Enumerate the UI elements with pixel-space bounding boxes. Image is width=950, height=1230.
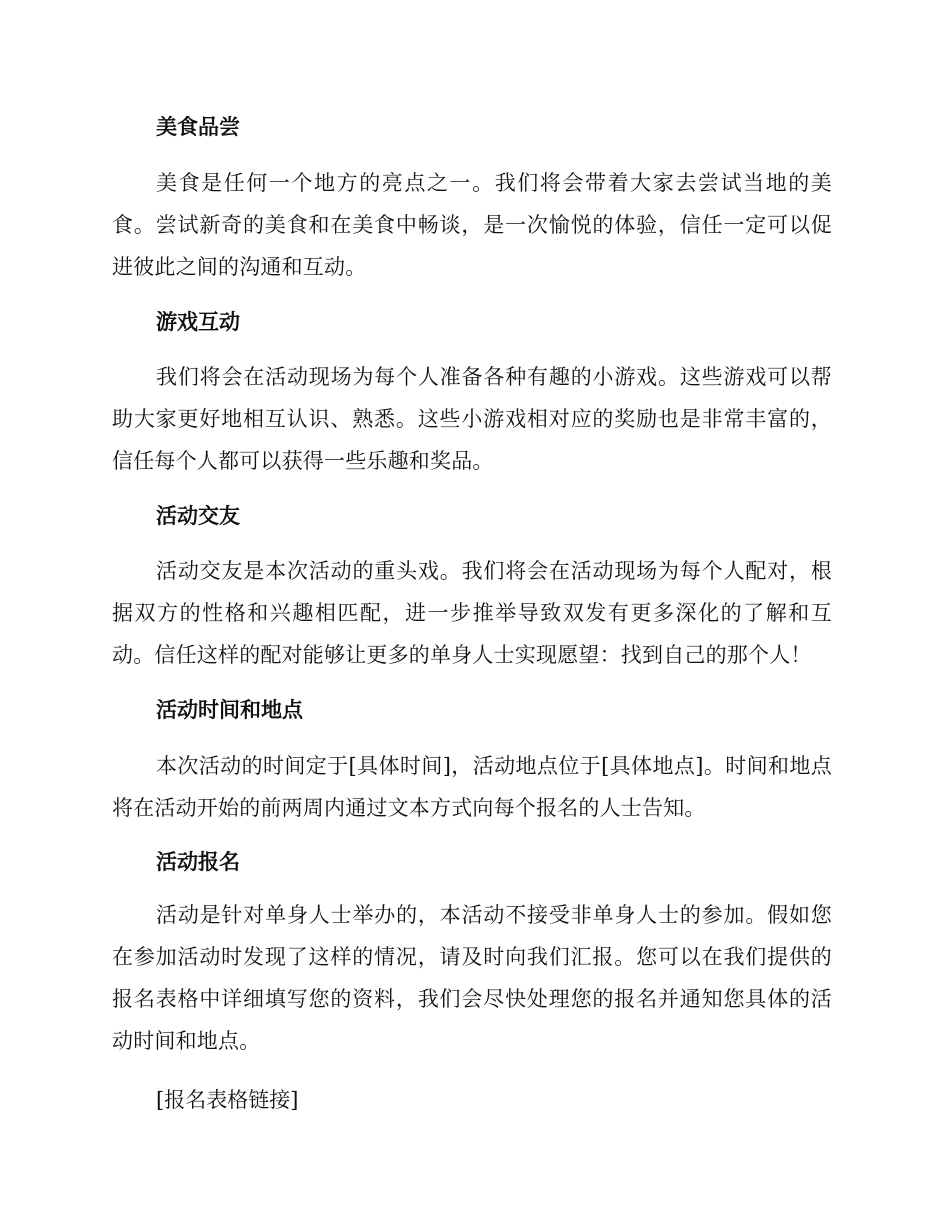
section-paragraph-dating: 活动交友是本次活动的重头戏。我们将会在活动现场为每个人配对，根据双方的性格和兴趣相匹配，进一步推举导致双发有更多深化的了解和互动。信任这样的配对能够让更多的单身人士实现愿望：找到自己的那个人！ xyxy=(112,559,832,667)
section-paragraph-time-place: 本次活动的时间定于[具体时间]，活动地点位于[具体地点]。时间和地点将在活动开始的前两周内通过文本方式向每个报名的人士告知。 xyxy=(112,754,832,820)
section-paragraph-games: 我们将会在活动现场为每个人准备各种有趣的小游戏。这些游戏可以帮助大家更好地相互认识、熟悉。这些小游戏相对应的奖励也是非常丰富的，信任每个人都可以获得一些乐趣和奖品。 xyxy=(112,365,832,473)
section-heading-dating: 活动交友 xyxy=(156,504,240,528)
signup-form-link[interactable]: [报名表格链接] xyxy=(156,1088,299,1112)
section-paragraph-signup: 活动是针对单身人士举办的，本活动不接受非单身人士的参加。假如您在参加活动时发现了这样的情况，请及时向我们汇报。您可以在我们提供的报名表格中详细填写您的资料，我们会尽快处理您的报名并通知您具体的活动时间和地点。 xyxy=(112,903,832,1053)
section-paragraph-food: 美食是任何一个地方的亮点之一。我们将会带着大家去尝试当地的美食。尝试新奇的美食和在美食中畅谈，是一次愉悦的体验，信任一定可以促进彼此之间的沟通和互动。 xyxy=(112,171,832,279)
section-heading-signup: 活动报名 xyxy=(156,850,240,874)
section-heading-time-place: 活动时间和地点 xyxy=(156,698,303,722)
section-heading-games: 游戏互动 xyxy=(156,310,240,334)
section-heading-food: 美食品尝 xyxy=(156,115,240,139)
